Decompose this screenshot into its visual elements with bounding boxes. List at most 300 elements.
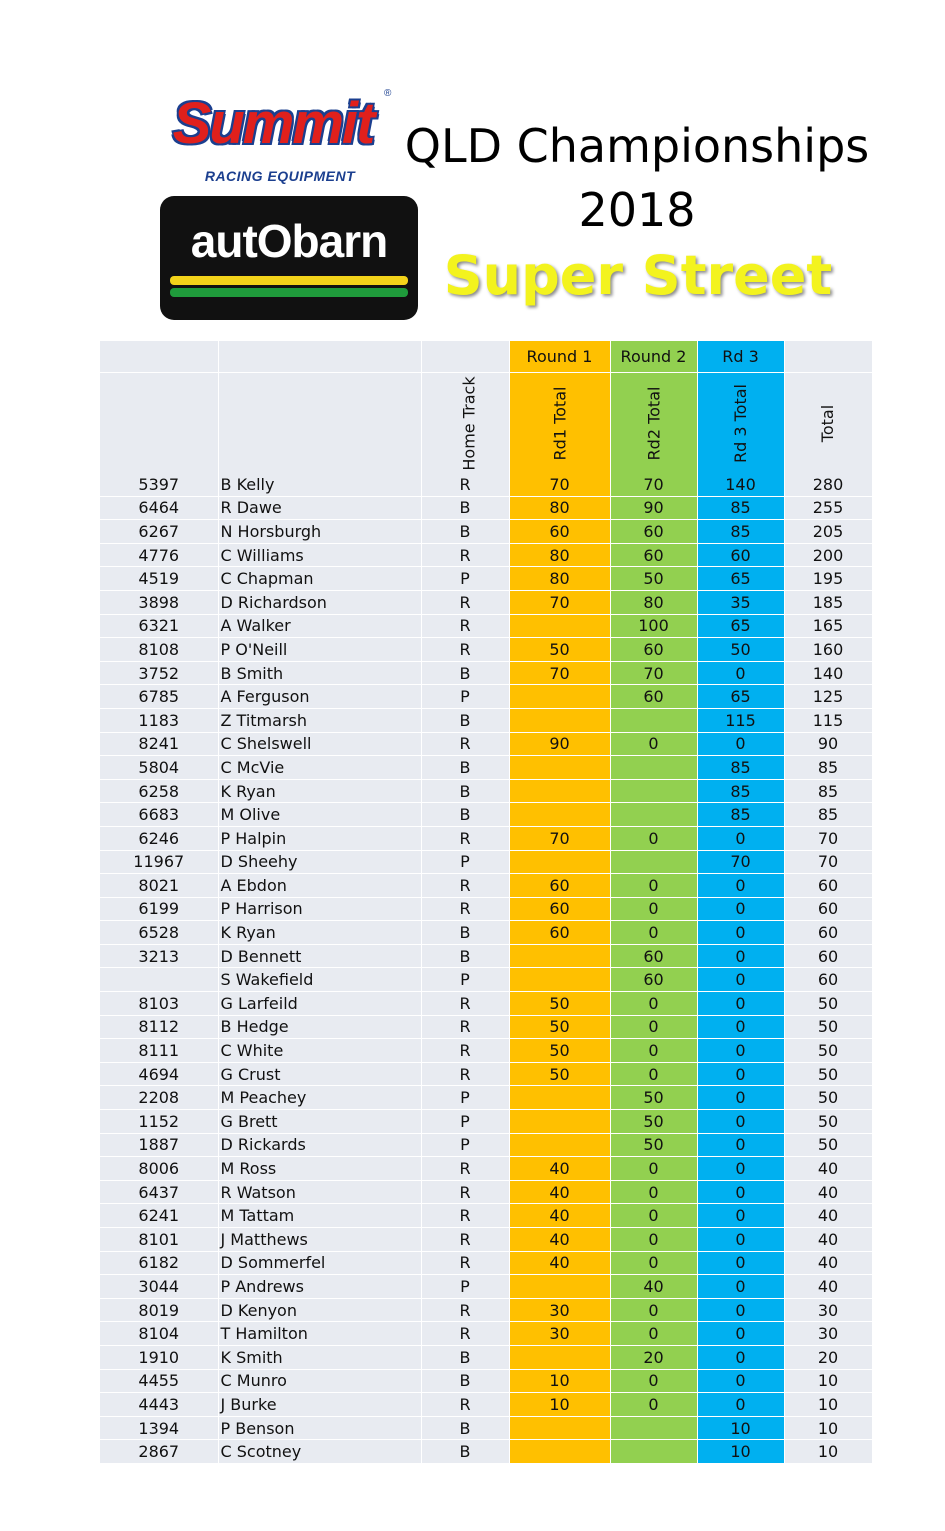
rd1-total-cell: 50 <box>509 1062 610 1086</box>
table-row <box>100 1322 872 1346</box>
table-row <box>100 874 872 898</box>
header-number <box>100 373 218 474</box>
class-subtitle: Super Street <box>443 244 833 307</box>
driver-number-cell: 8101 <box>100 1228 218 1252</box>
driver-number-cell: 4443 <box>100 1393 218 1417</box>
standings-body <box>100 473 872 1463</box>
rd2-total-cell: 0 <box>610 1062 697 1086</box>
rd2-total-cell: 0 <box>610 1393 697 1417</box>
rd1-total-cell: 80 <box>509 496 610 520</box>
driver-name-cell: N Horsburgh <box>218 520 421 544</box>
driver-name-cell: K Ryan <box>218 921 421 945</box>
total-points-cell: 40 <box>784 1228 872 1252</box>
home-track-cell: R <box>421 473 509 496</box>
total-points-cell: 185 <box>784 590 872 614</box>
driver-number-cell: 4776 <box>100 543 218 567</box>
total-points-cell: 50 <box>784 1062 872 1086</box>
rd2-total-cell: 70 <box>610 661 697 685</box>
driver-name-cell: B Smith <box>218 661 421 685</box>
rd3-total-cell: 85 <box>697 496 784 520</box>
table-row <box>100 496 872 520</box>
rd1-total-cell: 30 <box>509 1322 610 1346</box>
rd1-total-cell: 40 <box>509 1228 610 1252</box>
driver-name-cell: C Williams <box>218 543 421 567</box>
rd1-total-cell: 40 <box>509 1251 610 1275</box>
driver-name-cell: R Dawe <box>218 496 421 520</box>
driver-name-cell: C Chapman <box>218 567 421 591</box>
home-track-cell: P <box>421 968 509 992</box>
driver-name-cell: C Munro <box>218 1369 421 1393</box>
home-track-cell: R <box>421 1251 509 1275</box>
rd1-total-cell: 50 <box>509 992 610 1016</box>
total-points-cell: 10 <box>784 1369 872 1393</box>
rd3-total-cell: 0 <box>697 1086 784 1110</box>
rd3-total-cell: 0 <box>697 1298 784 1322</box>
driver-number-cell: 5397 <box>100 473 218 496</box>
rd3-total-cell: 0 <box>697 992 784 1016</box>
table-row <box>100 944 872 968</box>
driver-number-cell <box>100 968 218 992</box>
home-track-label: Home Track <box>459 375 479 471</box>
rd2-total-cell: 60 <box>610 685 697 709</box>
driver-name-cell: G Larfeild <box>218 992 421 1016</box>
total-points-cell: 30 <box>784 1298 872 1322</box>
rd1-total-cell: 50 <box>509 638 610 662</box>
rd1-total-cell <box>509 779 610 803</box>
home-track-cell: P <box>421 685 509 709</box>
driver-number-cell: 8112 <box>100 1015 218 1039</box>
table-row <box>100 590 872 614</box>
home-track-cell: R <box>421 1015 509 1039</box>
total-points-cell: 280 <box>784 473 872 496</box>
header-total <box>784 373 872 474</box>
rd1-total-cell: 80 <box>509 567 610 591</box>
rd3-total-cell: 50 <box>697 638 784 662</box>
driver-number-cell: 6683 <box>100 803 218 827</box>
total-points-cell: 60 <box>784 921 872 945</box>
table-row <box>100 638 872 662</box>
table-row <box>100 1298 872 1322</box>
total-points-cell: 60 <box>784 968 872 992</box>
rd1-total-cell <box>509 1416 610 1440</box>
driver-number-cell: 8111 <box>100 1039 218 1063</box>
total-points-cell: 10 <box>784 1393 872 1417</box>
table-row <box>100 1369 872 1393</box>
title-year: 2018 <box>578 183 696 237</box>
table-row <box>100 756 872 780</box>
table-row <box>100 897 872 921</box>
total-points-cell: 205 <box>784 520 872 544</box>
rd1-total-cell: 80 <box>509 543 610 567</box>
rd3-total-cell: 0 <box>697 1157 784 1181</box>
driver-name-cell: D Kenyon <box>218 1298 421 1322</box>
rd3-total-cell: 0 <box>697 1062 784 1086</box>
table-row <box>100 520 872 544</box>
home-track-cell: B <box>421 1416 509 1440</box>
rd1-total-cell: 70 <box>509 590 610 614</box>
rd1-total-cell: 60 <box>509 874 610 898</box>
driver-name-cell: P Halpin <box>218 826 421 850</box>
driver-name-cell: P Benson <box>218 1416 421 1440</box>
rd3-total-cell: 0 <box>697 874 784 898</box>
table-row <box>100 661 872 685</box>
rd2-total-cell <box>610 708 697 732</box>
driver-number-cell: 6241 <box>100 1204 218 1228</box>
rd1-total-cell: 70 <box>509 661 610 685</box>
rd1-total-cell: 90 <box>509 732 610 756</box>
header-rd1-total <box>509 373 610 474</box>
table-row <box>100 1180 872 1204</box>
driver-number-cell: 1910 <box>100 1345 218 1369</box>
rd1-total-cell: 40 <box>509 1157 610 1181</box>
home-track-cell: R <box>421 638 509 662</box>
table-row <box>100 1251 872 1275</box>
rd1-total-label: Rd1 Total <box>550 386 569 460</box>
rd2-total-cell: 0 <box>610 1039 697 1063</box>
driver-number-cell: 2208 <box>100 1086 218 1110</box>
driver-name-cell: A Walker <box>218 614 421 638</box>
header-home-track <box>421 373 509 474</box>
driver-name-cell: K Smith <box>218 1345 421 1369</box>
driver-name-cell: M Tattam <box>218 1204 421 1228</box>
rd3-total-cell: 0 <box>697 1015 784 1039</box>
total-points-cell: 160 <box>784 638 872 662</box>
rd1-total-cell <box>509 1110 610 1134</box>
rd2-total-cell: 0 <box>610 1015 697 1039</box>
autobarn-yellow-stripe <box>170 276 408 285</box>
driver-name-cell: D Richardson <box>218 590 421 614</box>
driver-number-cell: 6258 <box>100 779 218 803</box>
standings-table <box>100 341 873 1464</box>
driver-name-cell: T Hamilton <box>218 1322 421 1346</box>
table-row <box>100 992 872 1016</box>
total-points-cell: 70 <box>784 826 872 850</box>
table-row <box>100 567 872 591</box>
driver-name-cell: C White <box>218 1039 421 1063</box>
total-points-cell: 30 <box>784 1322 872 1346</box>
rd2-total-cell: 0 <box>610 826 697 850</box>
summit-racing-logo <box>158 86 394 192</box>
total-points-cell: 50 <box>784 1110 872 1134</box>
table-row <box>100 1039 872 1063</box>
total-points-cell: 60 <box>784 897 872 921</box>
total-points-cell: 50 <box>784 992 872 1016</box>
table-row <box>100 1133 872 1157</box>
rd3-total-cell: 115 <box>697 708 784 732</box>
driver-number-cell: 6528 <box>100 921 218 945</box>
home-track-cell: R <box>421 897 509 921</box>
rd3-total-cell: 0 <box>697 1251 784 1275</box>
driver-number-cell: 8104 <box>100 1322 218 1346</box>
driver-name-cell: B Hedge <box>218 1015 421 1039</box>
table-row <box>100 1015 872 1039</box>
total-points-cell: 50 <box>784 1133 872 1157</box>
table-row <box>100 850 872 874</box>
driver-number-cell: 1152 <box>100 1110 218 1134</box>
rd3-total-cell: 85 <box>697 520 784 544</box>
home-track-cell: R <box>421 543 509 567</box>
driver-name-cell: A Ebdon <box>218 874 421 898</box>
total-points-cell: 90 <box>784 732 872 756</box>
rd2-total-cell: 100 <box>610 614 697 638</box>
rd1-total-cell <box>509 685 610 709</box>
rd3-total-cell: 0 <box>697 1180 784 1204</box>
table-row <box>100 826 872 850</box>
driver-number-cell: 4694 <box>100 1062 218 1086</box>
driver-number-cell: 1183 <box>100 708 218 732</box>
header-name <box>218 373 421 474</box>
table-row <box>100 1228 872 1252</box>
rd1-total-cell <box>509 1345 610 1369</box>
rd2-total-cell: 60 <box>610 520 697 544</box>
driver-name-cell: C McVie <box>218 756 421 780</box>
home-track-cell: R <box>421 1228 509 1252</box>
rd2-total-cell <box>610 779 697 803</box>
rd2-total-cell <box>610 1440 697 1464</box>
total-points-cell: 40 <box>784 1251 872 1275</box>
rd3-total-cell: 0 <box>697 1228 784 1252</box>
total-points-cell: 85 <box>784 803 872 827</box>
total-points-cell: 195 <box>784 567 872 591</box>
rd3-total-cell: 0 <box>697 968 784 992</box>
table-row <box>100 1440 872 1464</box>
rd1-total-cell <box>509 803 610 827</box>
registered-mark-icon: ® <box>384 88 392 99</box>
rd2-total-cell: 0 <box>610 1228 697 1252</box>
rd3-total-cell: 0 <box>697 1275 784 1299</box>
driver-name-cell: G Brett <box>218 1110 421 1134</box>
driver-name-cell: P Andrews <box>218 1275 421 1299</box>
driver-name-cell: A Ferguson <box>218 685 421 709</box>
total-points-cell: 50 <box>784 1086 872 1110</box>
round-1-header: Round 1 <box>509 341 610 373</box>
header <box>0 0 945 330</box>
total-points-cell: 85 <box>784 779 872 803</box>
driver-number-cell: 6321 <box>100 614 218 638</box>
rd2-total-cell: 0 <box>610 1157 697 1181</box>
total-points-cell: 115 <box>784 708 872 732</box>
table-row <box>100 1275 872 1299</box>
rd3-total-cell: 85 <box>697 779 784 803</box>
driver-number-cell: 6464 <box>100 496 218 520</box>
home-track-cell: B <box>421 496 509 520</box>
page-title <box>392 114 882 242</box>
driver-name-cell: M Olive <box>218 803 421 827</box>
table-row <box>100 1086 872 1110</box>
rd1-total-cell <box>509 968 610 992</box>
rd3-total-cell: 0 <box>697 1204 784 1228</box>
rd1-total-cell <box>509 1440 610 1464</box>
table-row <box>100 1416 872 1440</box>
total-points-cell: 10 <box>784 1416 872 1440</box>
rd3-total-cell: 140 <box>697 473 784 496</box>
rd3-total-cell: 0 <box>697 897 784 921</box>
home-track-cell: B <box>421 1440 509 1464</box>
driver-number-cell: 3044 <box>100 1275 218 1299</box>
table-row <box>100 968 872 992</box>
rd1-total-cell <box>509 614 610 638</box>
summit-logo-wordmark: Summit <box>172 91 374 156</box>
total-points-cell: 40 <box>784 1204 872 1228</box>
home-track-cell: B <box>421 708 509 732</box>
column-header-row <box>100 373 872 474</box>
rd2-total-cell <box>610 850 697 874</box>
rd3-total-cell: 0 <box>697 921 784 945</box>
home-track-cell: B <box>421 944 509 968</box>
rd3-total-cell: 0 <box>697 1322 784 1346</box>
rd2-total-cell: 80 <box>610 590 697 614</box>
home-track-cell: R <box>421 874 509 898</box>
rd1-total-cell: 50 <box>509 1039 610 1063</box>
rd2-total-cell: 0 <box>610 732 697 756</box>
rd1-total-cell: 10 <box>509 1393 610 1417</box>
driver-number-cell: 3898 <box>100 590 218 614</box>
autobarn-logo-wordmark: autObarn <box>190 215 388 267</box>
rd2-total-cell: 0 <box>610 1298 697 1322</box>
home-track-cell: R <box>421 1062 509 1086</box>
table-row <box>100 803 872 827</box>
total-points-cell: 60 <box>784 874 872 898</box>
total-points-cell: 60 <box>784 944 872 968</box>
rd2-total-cell <box>610 1416 697 1440</box>
home-track-cell: B <box>421 803 509 827</box>
home-track-cell: R <box>421 1298 509 1322</box>
rd3-total-cell: 10 <box>697 1416 784 1440</box>
rd1-total-cell <box>509 708 610 732</box>
rd1-total-cell <box>509 1086 610 1110</box>
home-track-cell: R <box>421 1157 509 1181</box>
rd2-total-cell: 0 <box>610 1204 697 1228</box>
summit-logo-tagline: RACING EQUIPMENT <box>204 168 356 184</box>
rd1-total-cell: 50 <box>509 1015 610 1039</box>
driver-number-cell: 8019 <box>100 1298 218 1322</box>
rd3-total-cell: 10 <box>697 1440 784 1464</box>
rd1-total-cell <box>509 850 610 874</box>
rd2-total-cell: 50 <box>610 1133 697 1157</box>
total-points-cell: 40 <box>784 1180 872 1204</box>
home-track-cell: P <box>421 1133 509 1157</box>
driver-name-cell: C Scotney <box>218 1440 421 1464</box>
driver-number-cell: 3213 <box>100 944 218 968</box>
driver-number-cell: 6785 <box>100 685 218 709</box>
driver-name-cell: P Harrison <box>218 897 421 921</box>
rd1-total-cell <box>509 944 610 968</box>
rd2-total-cell: 50 <box>610 567 697 591</box>
home-track-cell: R <box>421 1039 509 1063</box>
rd2-total-cell: 60 <box>610 944 697 968</box>
rd3-total-cell: 0 <box>697 1393 784 1417</box>
table-row <box>100 708 872 732</box>
table-row <box>100 732 872 756</box>
rd3-total-cell: 0 <box>697 732 784 756</box>
total-points-cell: 40 <box>784 1275 872 1299</box>
table-row <box>100 685 872 709</box>
header-blank-total <box>784 341 872 373</box>
rd3-total-label: Rd 3 Total <box>731 383 750 463</box>
table-row <box>100 614 872 638</box>
rd1-total-cell: 40 <box>509 1204 610 1228</box>
driver-number-cell: 6437 <box>100 1180 218 1204</box>
driver-name-cell: B Kelly <box>218 473 421 496</box>
driver-name-cell: D Bennett <box>218 944 421 968</box>
driver-name-cell: P O'Neill <box>218 638 421 662</box>
rd2-total-label: Rd2 Total <box>644 386 663 460</box>
rd3-total-cell: 65 <box>697 567 784 591</box>
total-points-cell: 255 <box>784 496 872 520</box>
rd2-total-cell: 70 <box>610 473 697 496</box>
driver-number-cell: 5804 <box>100 756 218 780</box>
rd2-total-cell <box>610 756 697 780</box>
driver-name-cell: K Ryan <box>218 779 421 803</box>
rd1-total-cell: 60 <box>509 921 610 945</box>
rd2-total-cell: 0 <box>610 1180 697 1204</box>
driver-name-cell: C Shelswell <box>218 732 421 756</box>
home-track-cell: B <box>421 1369 509 1393</box>
driver-number-cell: 8241 <box>100 732 218 756</box>
total-points-cell: 125 <box>784 685 872 709</box>
rd2-total-cell: 20 <box>610 1345 697 1369</box>
table-row <box>100 1393 872 1417</box>
rd3-total-cell: 60 <box>697 543 784 567</box>
rd3-total-cell: 0 <box>697 1039 784 1063</box>
home-track-cell: B <box>421 756 509 780</box>
driver-name-cell: M Ross <box>218 1157 421 1181</box>
table-row <box>100 1062 872 1086</box>
home-track-cell: P <box>421 1086 509 1110</box>
home-track-cell: R <box>421 1322 509 1346</box>
rd2-total-cell: 50 <box>610 1110 697 1134</box>
driver-name-cell: J Matthews <box>218 1228 421 1252</box>
rd2-total-cell: 0 <box>610 874 697 898</box>
rd2-total-cell: 0 <box>610 1369 697 1393</box>
rd3-total-cell: 0 <box>697 1369 784 1393</box>
home-track-cell: R <box>421 1180 509 1204</box>
rd1-total-cell: 40 <box>509 1180 610 1204</box>
rd2-total-cell: 0 <box>610 921 697 945</box>
total-points-cell: 50 <box>784 1039 872 1063</box>
home-track-cell: B <box>421 1345 509 1369</box>
total-points-cell: 20 <box>784 1345 872 1369</box>
rd3-total-cell: 70 <box>697 850 784 874</box>
table-row <box>100 779 872 803</box>
rd3-total-cell: 65 <box>697 685 784 709</box>
total-points-cell: 165 <box>784 614 872 638</box>
table-row <box>100 473 872 496</box>
round-3-header: Rd 3 <box>697 341 784 373</box>
home-track-cell: B <box>421 661 509 685</box>
rd3-total-cell: 85 <box>697 756 784 780</box>
rd1-total-cell <box>509 1133 610 1157</box>
header-rd2-total <box>610 373 697 474</box>
rd2-total-cell: 50 <box>610 1086 697 1110</box>
autobarn-logo <box>160 196 418 320</box>
table-row <box>100 1204 872 1228</box>
home-track-cell: P <box>421 567 509 591</box>
home-track-cell: R <box>421 614 509 638</box>
rd1-total-cell: 70 <box>509 826 610 850</box>
rd2-total-cell: 0 <box>610 1322 697 1346</box>
driver-number-cell: 6267 <box>100 520 218 544</box>
rd2-total-cell: 60 <box>610 968 697 992</box>
total-label: Total <box>818 404 838 442</box>
home-track-cell: R <box>421 590 509 614</box>
total-points-cell: 140 <box>784 661 872 685</box>
driver-name-cell: G Crust <box>218 1062 421 1086</box>
rd3-total-cell: 0 <box>697 826 784 850</box>
rd3-total-cell: 0 <box>697 944 784 968</box>
total-points-cell: 40 <box>784 1157 872 1181</box>
rd3-total-cell: 0 <box>697 1110 784 1134</box>
